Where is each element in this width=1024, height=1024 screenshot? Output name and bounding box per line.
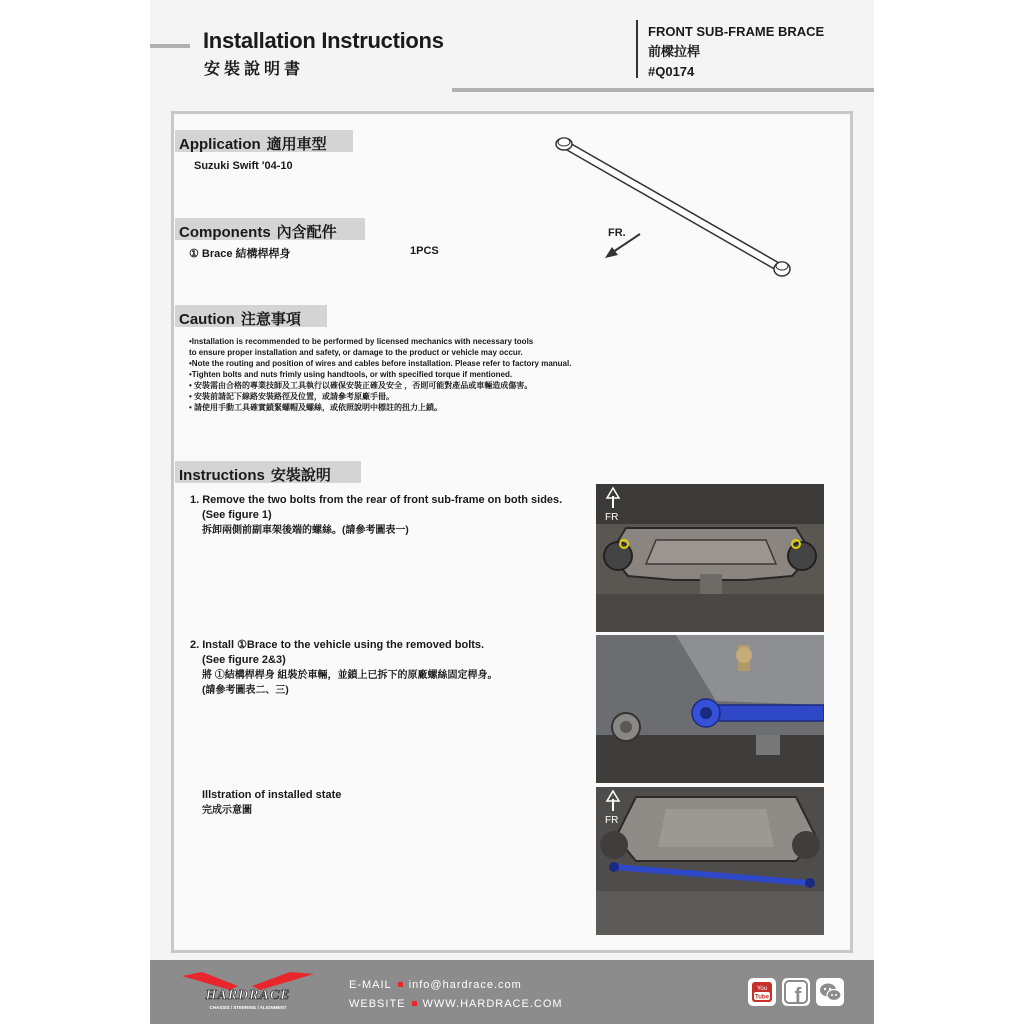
svg-text:f: f — [794, 985, 802, 1006]
bullet-square-icon — [412, 1001, 417, 1006]
page-title-zh: 安裝說明書 — [204, 59, 305, 78]
components-heading — [175, 218, 365, 240]
installed-state-text: Illstration of installed state — [202, 789, 342, 801]
component-item-qty: 1PCS — [410, 245, 439, 257]
brace-end-left — [556, 138, 572, 150]
instruction-step-2 — [190, 638, 498, 698]
hardrace-logo — [180, 970, 316, 1012]
header-rule-bottom — [452, 88, 874, 92]
website-row — [349, 995, 563, 1014]
email-link[interactable]: info@hardrace.com — [408, 979, 522, 991]
product-info — [648, 22, 824, 82]
application-heading-zh: 適用車型 — [266, 135, 327, 153]
brace-end-right — [774, 262, 790, 276]
email-row — [349, 976, 563, 995]
caution-line: • 安裝前請記下線路安裝路徑及位置，或請參考原廠手冊。 — [189, 392, 395, 401]
caution-line: •Note the routing and position of wires and cables before installation. Please refer to factory manual. — [189, 359, 572, 368]
product-name: FRONT SUB-FRAME BRACE — [648, 24, 825, 39]
step-2-text: 2. Install ①Brace to the vehicle using the removed bolts. — [190, 639, 485, 651]
caution-heading — [175, 305, 327, 327]
header-rule-left — [150, 44, 190, 48]
instructions-heading — [175, 461, 361, 483]
website-label: WEBSITE — [349, 998, 406, 1010]
caution-line: •Tighten bolts and nuts frimly using handtools, or with specified torque if mentioned. — [189, 370, 513, 379]
svg-text:You: You — [756, 986, 768, 992]
email-label: E-MAIL — [349, 979, 392, 991]
step-2-figure-ref-zh: (請參考圖表二、三) — [202, 685, 289, 696]
caution-list — [189, 336, 571, 413]
bullet-square-icon — [398, 982, 403, 987]
facebook-icon[interactable] — [782, 978, 810, 1006]
figure-2-photo — [596, 635, 824, 783]
application-heading — [175, 130, 353, 152]
instructions-heading-en: Instructions — [179, 467, 265, 484]
caution-heading-en: Caution — [179, 311, 235, 328]
vehicle-fitment: Suzuki Swift '04-10 — [194, 160, 293, 172]
product-name-zh: 前樑拉桿 — [648, 44, 701, 59]
logo-wordmark: HARDRACE — [205, 988, 291, 1003]
logo-tagline: CHASSIS / STEERING / ALIGNMENT — [209, 1005, 287, 1010]
step-2-text-zh: 將 ①結構桿桿身 組裝於車輛，並鎖上已拆下的原廠螺絲固定桿身。 — [202, 670, 498, 681]
photo-fr-label: FR — [605, 512, 619, 523]
page-title: Installation Instructions — [203, 28, 444, 53]
step-1-text: 1. Remove the two bolts from the rear of front sub-frame on both sides. — [190, 494, 563, 506]
components-heading-en: Components — [179, 224, 271, 241]
caution-line: to ensure proper installation and safety, or damage to the product or vehicle may occur. — [189, 348, 523, 357]
components-heading-zh: 內含配件 — [276, 223, 337, 241]
header-divider — [636, 20, 638, 78]
part-number: #Q0174 — [648, 64, 695, 79]
figure-1-photo — [596, 484, 824, 632]
brace-diagram — [550, 128, 800, 283]
caution-line: • 安裝需由合格的專業技師及工具執行以確保安裝正確及安全 ，否則可能對產品或車輛造成傷害。 — [189, 381, 533, 390]
caution-line: •Installation is recommended to be performed by licensed mechanics with necessary tools — [189, 337, 534, 346]
step-1-text-zh: 拆卸兩側前副車架後端的螺絲。(請參考圖表一) — [202, 525, 409, 536]
application-heading-en: Application — [179, 136, 261, 153]
component-item-name: ① Brace 結構桿桿身 — [189, 248, 291, 260]
figure-3-photo — [596, 787, 824, 935]
wechat-icon[interactable] — [816, 978, 844, 1006]
instructions-heading-zh: 安裝說明 — [270, 466, 331, 484]
footer-contact — [349, 976, 563, 1014]
step-1-figure-ref: (See figure 1) — [202, 509, 272, 521]
front-direction-label: FR. — [608, 227, 626, 239]
youtube-icon[interactable] — [748, 978, 776, 1006]
svg-text:Tube: Tube — [755, 994, 769, 1001]
caution-heading-zh: 注意事項 — [240, 310, 301, 328]
instruction-step-1 — [190, 493, 562, 538]
caution-line: • 請使用手動工具確實鎖緊螺帽及螺絲，或依照說明中標註的扭力上鎖。 — [189, 403, 443, 412]
photo-fr-label: FR — [605, 815, 619, 826]
installed-state-caption — [202, 788, 341, 818]
website-link[interactable]: WWW.HARDRACE.COM — [422, 998, 563, 1010]
brace-bar — [564, 141, 784, 269]
installed-state-text-zh: 完成示意圖 — [202, 805, 252, 816]
step-2-figure-ref: (See figure 2&3) — [202, 654, 286, 666]
